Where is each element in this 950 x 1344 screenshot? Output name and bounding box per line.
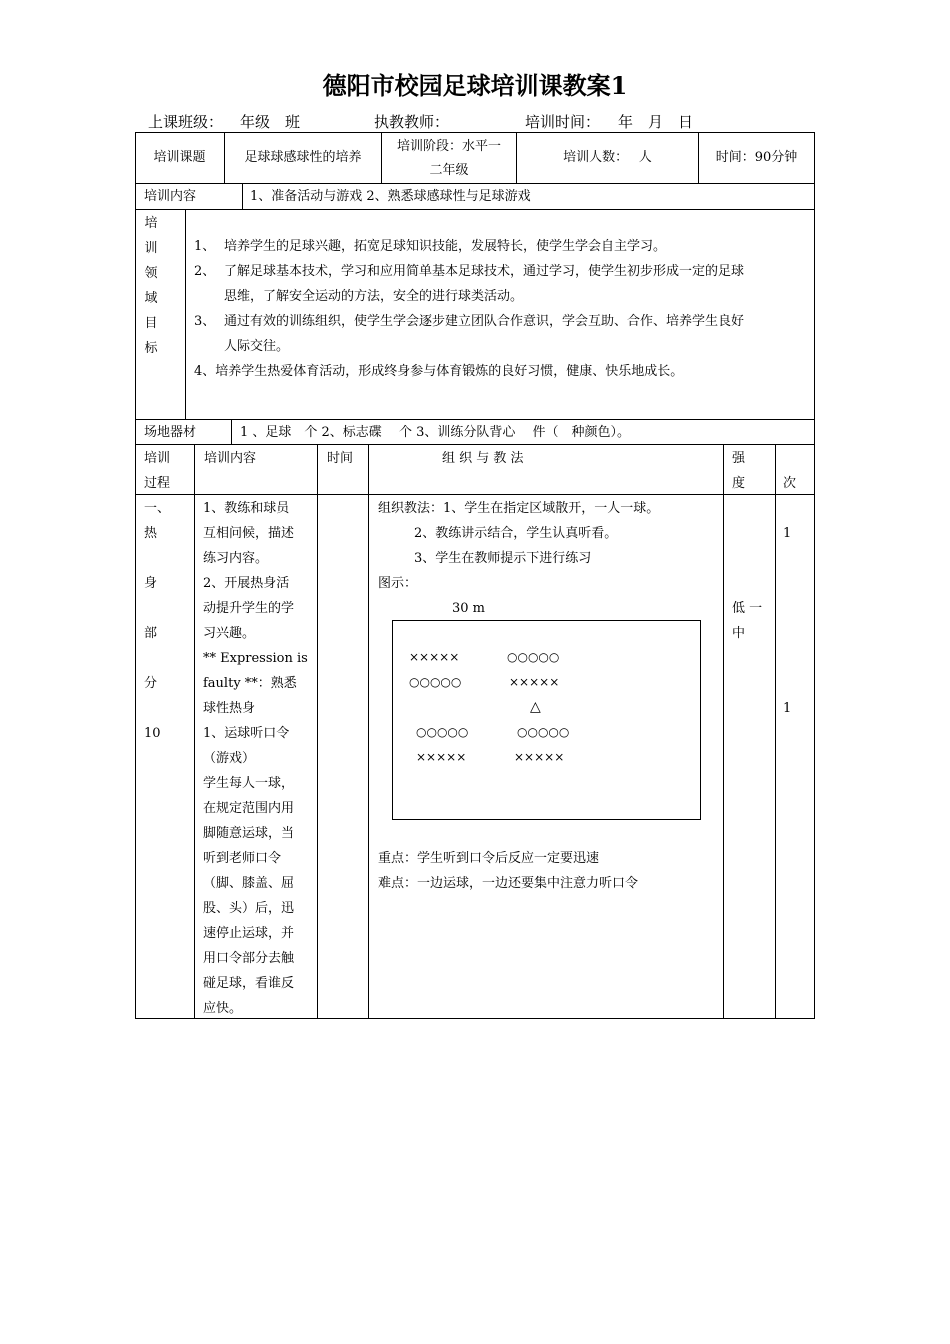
diagram-row4-right: ×××××	[514, 750, 565, 764]
diagram-row3-left: ○○○○○	[416, 725, 469, 739]
time-label: 培训时间：	[525, 113, 601, 131]
goals-label: 培 训 领 域 目 标	[144, 216, 158, 356]
teacher-label: 执教教师：	[374, 113, 450, 131]
method-line-3: 3、学生在教师提示下进行练习	[414, 551, 592, 566]
warmup-process: 一、 热 身 部 分 10	[144, 501, 171, 741]
goal-2-num: 2、	[194, 264, 216, 279]
key-point: 重点：学生听到口令后反应一定要迅速	[378, 851, 600, 866]
th-times: 次	[783, 476, 797, 491]
th-method: 组 织 与 教 法	[442, 451, 524, 466]
time-value: 年 月 日	[618, 113, 694, 131]
diagram-row3-right: ○○○○○	[517, 725, 570, 739]
diagram-center-triangle: △	[530, 699, 541, 715]
method-line-1: 组织教法：1、学生在指定区域散开，一人一球。	[378, 501, 660, 516]
equipment-label: 场地器材	[144, 425, 197, 440]
equipment-value: 1 、足球 个 2、标志碟 个 3、训练分队背心 件（ 种颜色）。	[240, 425, 630, 440]
goal-1-text: 培养学生的足球兴趣，拓宽足球知识技能，发展特长，使学生学会自主学习。	[224, 239, 667, 254]
diagram-row4-left: ×××××	[416, 750, 467, 764]
goal-2-cont: 思维，了解安全运动的方法，安全的进行球类活动。	[224, 289, 524, 304]
duration: 时间：90分钟	[715, 150, 798, 165]
goal-4-text: 4、培养学生热爱体育活动，形成终身参与体育锻炼的良好习惯，健康、快乐地成长。	[194, 364, 684, 379]
warmup-content: 1、教练和球员 互相问候，描述 练习内容。 2、开展热身活 动提升学生的学 习兴趣。 ** Expression is faulty **：熟悉 球性热身 1、运球听口令 （游戏） 学生每人一球， 在规定范围内用 脚随意运球，当 听到老师口令 （脚、膝盖、屈 股、头）后，迅 速停止运球，并 用口令部分去触 碰足球，看谁反 应快。	[203, 501, 308, 1016]
goal-1-num: 1、	[194, 239, 216, 254]
page-title: 德阳市校园足球培训课教案1	[322, 71, 628, 100]
class-label: 上课班级：	[148, 113, 224, 131]
diagram-row2-left: ○○○○○	[409, 675, 462, 689]
content-label: 培训内容	[144, 189, 197, 204]
content-value: 1、准备活动与游戏 2、熟悉球感球性与足球游戏	[250, 189, 531, 204]
diagram-dimension: 30 m	[452, 601, 486, 616]
difficulty: 难点：一边运球，一边还要集中注意力听口令	[378, 876, 639, 891]
topic-label: 培训课题	[153, 150, 206, 165]
th-process: 培训 过程	[144, 451, 171, 491]
stage-line1: 培训阶段：水平一	[396, 139, 501, 154]
goal-3-num: 3、	[194, 314, 216, 329]
intensity-value: 低 一 中	[732, 601, 763, 641]
stage-line2: 二年级	[429, 163, 469, 178]
topic-value: 足球球感球性的培养	[244, 150, 362, 165]
class-value: 年级 班	[240, 113, 301, 131]
diagram-row1-right: ○○○○○	[507, 650, 560, 664]
th-time: 时间	[327, 451, 354, 466]
th-intensity: 强 度	[732, 451, 746, 491]
count-label: 培训人数： 人	[563, 150, 652, 165]
th-content: 培训内容	[204, 451, 257, 466]
diagram-row1-left: ×××××	[409, 650, 460, 664]
goal-2-text: 了解足球基本技术，学习和应用简单基本足球技术，通过学习，使学生初步形成一定的足球	[224, 264, 745, 279]
diagram-row2-right: ×××××	[509, 675, 560, 689]
goal-3-text: 通过有效的训练组织，使学生学会逐步建立团队合作意识，学会互助、合作、培养学生良好	[224, 314, 745, 329]
goal-3-cont: 人际交往。	[224, 339, 290, 354]
times-value-2: 1	[783, 701, 792, 716]
method-line-2: 2、教练讲示结合，学生认真听看。	[414, 526, 618, 541]
times-value-1: 1	[783, 526, 792, 541]
method-line-4: 图示：	[378, 576, 418, 591]
